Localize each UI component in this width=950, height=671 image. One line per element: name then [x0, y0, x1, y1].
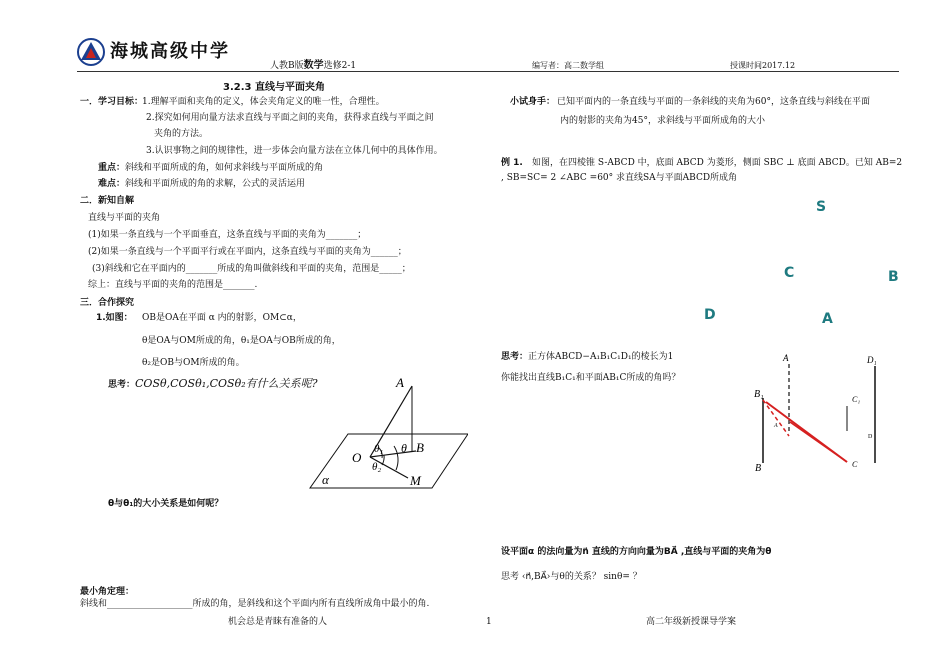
practice-line-1: 已知平面内的一条直线与平面的一条斜线的夹角为60°，这条直线与斜线在平面 — [557, 97, 870, 107]
label-m: M — [410, 473, 421, 488]
cube-think-text: 正方体ABCD−A₁B₁C₁D₁的棱长为1 — [528, 352, 674, 362]
cube-think-2: 你能找出直线B₁C₁和平面AB₁C所成的角吗？ — [501, 373, 681, 383]
new-knowledge-heading: 二．新知自解 — [80, 196, 135, 206]
label-theta1: θ₁ — [374, 443, 384, 455]
header-date: 授课时间2017.12 — [730, 61, 796, 70]
goal-1: 1.理解平面和夹角的定义，体会夹角定义的唯一性，合理性。 — [142, 97, 385, 107]
logo-emblem-icon — [77, 38, 105, 66]
goals-heading: 一．学习目标： — [80, 97, 144, 107]
key-point — [98, 163, 323, 174]
figure-line-1: OB是OA在平面 α 内的射影，OM⊂α， — [142, 313, 302, 323]
pyramid-label-d: D — [704, 307, 716, 323]
cube-label-a1: A — [783, 353, 789, 363]
think-text: COSθ,COSθ₁,COSθ₂有什么关系呢? — [135, 377, 318, 390]
pyramid-label-s: S — [816, 199, 827, 215]
example-line-1: 如图，在四棱锥 S-ABCD 中，底面 ABCD 为菱形，侧面 SBC ⊥ 底面 ABCD。已知 AB=2 — [532, 158, 903, 168]
label-alpha: α — [322, 472, 329, 487]
figure-line-2: θ是OA与OM所成的角，θ₁是OA与OB所成的角， — [142, 336, 341, 346]
goal-3: 3.认识事物之间的规律性，进一步体会向量方法在立体几何中的具体作用。 — [146, 146, 443, 156]
practice-label: 小试身手： — [510, 97, 556, 107]
difficult-text: 斜线和平面所成的角的求解，公式的灵活运用 — [125, 179, 306, 189]
school-logo — [77, 38, 105, 66]
difficult-label: 难点： — [98, 179, 126, 189]
plane-angle-figure — [308, 372, 468, 492]
pyramid-label-c: C — [784, 265, 795, 281]
cube-figure — [752, 350, 892, 476]
textbook-edition: 人教B版 — [270, 61, 304, 71]
concept-item-2: (2)如果一条直线与一个平面平行或在平面内，这条直线与平面的夹角为______； — [88, 247, 407, 257]
section-title: 3.2.3 直线与平面夹角 — [223, 82, 325, 93]
example-label: 例 1. — [501, 158, 523, 168]
school-name: 海城高级中学 — [110, 41, 230, 62]
label-theta2: θ₂ — [372, 461, 382, 473]
label-a: A — [396, 375, 404, 390]
goal-2b: 夹角的方法。 — [154, 129, 209, 139]
volume: 选修2-1 — [323, 61, 357, 71]
header-author: 编写者：高二数学组 — [532, 61, 604, 70]
min-angle-heading: 最小角定理： — [80, 587, 135, 597]
cube-label-b1: B₁ — [754, 389, 764, 400]
label-o: O — [352, 450, 362, 465]
header-rule — [77, 71, 899, 72]
concept-item-1: (1)如果一条直线与一个平面垂直，这条直线与平面的夹角为_______； — [88, 230, 367, 240]
angle-arc-3 — [394, 446, 398, 470]
cube-label-c1: C₁ — [852, 395, 861, 404]
relation-question: θ与θ₁的大小关系是如何呢？ — [108, 499, 224, 509]
cube-label-b: B — [755, 463, 762, 474]
min-angle-text: 斜线和___________________所成的角，是斜线和这个平面内所有直线所成角中最小的角. — [80, 599, 430, 609]
cube-think-label: 思考： — [501, 352, 529, 362]
pyramid-label-a: A — [822, 311, 833, 327]
cube-label-d: D — [868, 434, 873, 440]
cube-label-c: C — [852, 460, 858, 469]
concept-summary: 综上：直线与平面的夹角的范围是_______. — [88, 280, 258, 290]
key-label: 重点： — [98, 163, 126, 173]
cube-label-a: A — [774, 423, 778, 429]
label-theta: θ — [401, 441, 407, 455]
subject: 数学 — [303, 60, 324, 71]
think-question — [108, 378, 318, 391]
example-line-2: , SB=SC= 2 ∠ABC =60° 求直线SA与平面ABCD所成角 — [501, 173, 738, 183]
pyramid-label-b: B — [888, 269, 899, 285]
cube-think-1 — [501, 352, 673, 363]
normal-vector-line: 设平面α 的法向量为n⃗ 直线的方向向量为BA⃗ ,直线与平面的夹角为θ — [501, 547, 772, 557]
key-text: 斜线和平面所成的角，如何求斜线与平面所成的角 — [125, 163, 324, 173]
figure-line-3: θ₂是OB与OM所成的角。 — [142, 358, 245, 368]
figure-label: 1.如图： — [96, 313, 133, 323]
footer-doc-type: 高二年级新授课导学案 — [646, 617, 737, 627]
think-label: 思考： — [108, 380, 136, 390]
concept-title: 直线与平面的夹角 — [88, 213, 161, 223]
practice-line-2: 内的射影的夹角为45°，求斜线与平面所成角的大小 — [560, 116, 765, 126]
cooperation-heading: 三．合作探究 — [80, 298, 135, 308]
concept-item-3: (3)斜线和它在平面内的_______所成的角叫做斜线和平面的夹角，范围是_____； — [92, 264, 411, 274]
difficult-point — [98, 179, 305, 190]
cube-label-d1: D₁ — [867, 355, 877, 365]
goal-2a: 2.探究如何用向量方法求直线与平面之间的夹角，获得求直线与平面之间 — [146, 113, 434, 123]
footer-motto: 机会总是青睐有准备的人 — [228, 617, 328, 627]
plane-alpha — [310, 434, 468, 488]
footer-page-number: 1 — [486, 617, 492, 627]
think-relation: 思考 ‹n⃗,BA⃗›与θ的关系？ sinθ= ？ — [501, 572, 642, 582]
label-b: B — [416, 440, 424, 455]
